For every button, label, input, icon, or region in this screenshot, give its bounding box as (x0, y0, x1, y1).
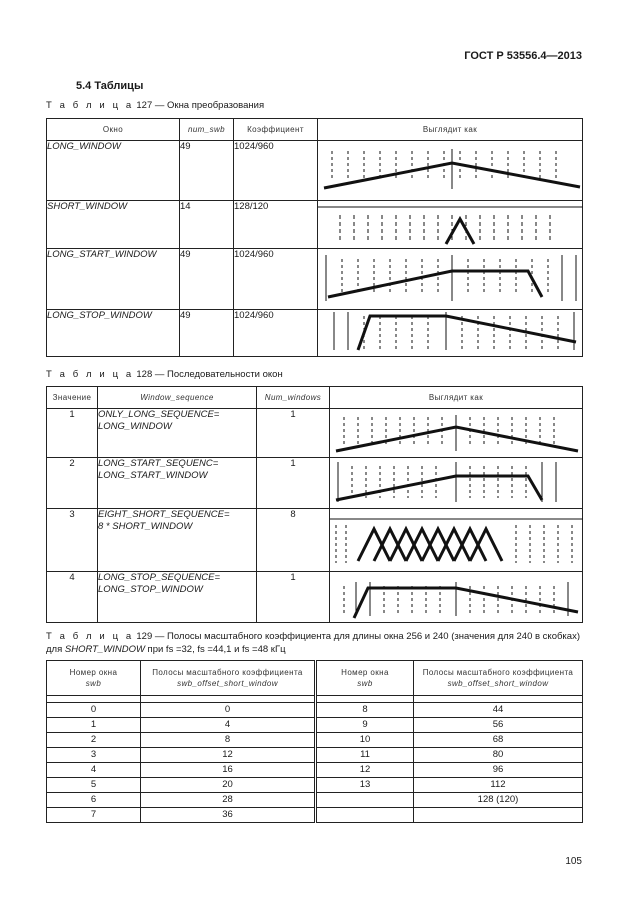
caption-line2-italic: SHORT_WINDOW (64, 644, 145, 655)
coefficient-value: 1024/960 (234, 141, 318, 201)
swb-offset-2: 56 (414, 718, 583, 733)
window-diagram-cell (318, 249, 583, 310)
swb-offset: 28 (141, 793, 316, 808)
table-header-row (47, 387, 583, 409)
swb-offset: 20 (141, 778, 316, 793)
sequence-value: 4 (47, 572, 98, 623)
swb-number-2: 8 (316, 703, 414, 718)
swb-offset-2: 112 (414, 778, 583, 793)
caption-prefix: Т а б л и ц а (46, 100, 134, 111)
window-shape (336, 476, 542, 500)
window-name: LONG_START_WINDOW (47, 249, 180, 310)
caption-line2-post: при fs =32, fs =44,1 и fs =48 кГц (144, 644, 286, 655)
sequence-line1: ONLY_LONG_SEQUENCE= (98, 409, 220, 420)
sequence-name (98, 458, 257, 509)
long-stop-sequence-diagram (330, 572, 583, 622)
table-row (47, 458, 583, 509)
caption-prefix: Т а б л и ц а (46, 369, 134, 380)
header-looks-like: Выглядит как (330, 387, 583, 409)
long-stop-window-diagram (318, 310, 583, 356)
coefficient-value: 1024/960 (234, 310, 318, 357)
table-row (47, 778, 583, 793)
sequence-value: 1 (47, 409, 98, 458)
table-row (47, 249, 583, 310)
sequence-name (98, 572, 257, 623)
sequence-line1: EIGHT_SHORT_SEQUENCE= (98, 509, 230, 520)
sequence-line2: LONG_WINDOW (98, 421, 172, 432)
header-num-windows: Num_windows (257, 387, 330, 409)
table-128 (46, 386, 583, 623)
sequence-line2: LONG_STOP_WINDOW (98, 584, 203, 595)
header-swb-offset-2 (414, 661, 583, 696)
tick-marks (338, 462, 556, 502)
swb-number-2 (316, 793, 414, 808)
long-window-diagram (318, 141, 583, 200)
caption-line2-pre: для (46, 644, 65, 655)
num-windows-value: 1 (257, 458, 330, 509)
sequence-diagram-cell (330, 509, 583, 572)
table-row (47, 763, 583, 778)
header-num-swb: num_swb (180, 119, 234, 141)
section-title: 5.4 Таблицы (76, 80, 144, 92)
swb-number-2: 11 (316, 748, 414, 763)
table-row (47, 808, 583, 823)
num-windows-value: 1 (257, 572, 330, 623)
caption-text: 127 — Окна преобразования (136, 100, 265, 111)
sequence-line2: 8 * SHORT_WINDOW (98, 521, 193, 532)
window-shape (354, 588, 578, 618)
table-row (47, 310, 583, 357)
swb-offset-2: 96 (414, 763, 583, 778)
header-window: Окно (47, 119, 180, 141)
swb-number: 6 (47, 793, 141, 808)
swb-number: 5 (47, 778, 141, 793)
header-swb2-line2: swb (357, 679, 373, 688)
only-long-sequence-diagram (330, 409, 583, 457)
sequence-diagram-cell (330, 572, 583, 623)
swb-number: 0 (47, 703, 141, 718)
swb-number-2: 10 (316, 733, 414, 748)
table-header-row (47, 119, 583, 141)
swb-number: 2 (47, 733, 141, 748)
window-diagram-cell (318, 201, 583, 249)
header-offset-line1: Полосы масштабного коэффициента (152, 668, 303, 677)
swb-offset: 12 (141, 748, 316, 763)
standard-number: ГОСТ Р 53556.4—2013 (464, 50, 582, 62)
swb-offset: 4 (141, 718, 316, 733)
table-128-caption (46, 369, 283, 380)
window-name: LONG_WINDOW (47, 141, 180, 201)
swb-number: 1 (47, 718, 141, 733)
table-row (47, 409, 583, 458)
header-offset2-line2: swb_offset_short_window (447, 679, 549, 688)
swb-offset: 8 (141, 733, 316, 748)
coefficient-value: 128/120 (234, 201, 318, 249)
header-offset2-line1: Полосы масштабного коэффициента (422, 668, 574, 677)
swb-offset: 36 (141, 808, 316, 823)
window-shapes (358, 529, 502, 561)
swb-offset-2: 44 (414, 703, 583, 718)
header-window-sequence: Window_sequence (98, 387, 257, 409)
window-name: SHORT_WINDOW (47, 201, 180, 249)
short-window-diagram (318, 201, 583, 248)
sequence-name (98, 509, 257, 572)
table-127 (46, 118, 583, 357)
table-row (47, 509, 583, 572)
table-row (47, 748, 583, 763)
sequence-value: 3 (47, 509, 98, 572)
header-swb2-line1: Номер окна (341, 668, 389, 677)
window-diagram-cell (318, 310, 583, 357)
caption-text: 129 — Полосы масштабного коэффициента для длины окна 256 и 240 (значения для 240 в скобках) (136, 631, 580, 642)
sequence-line2: LONG_START_WINDOW (98, 470, 208, 481)
caption-line2 (46, 643, 586, 656)
window-name: LONG_STOP_WINDOW (47, 310, 180, 357)
header-coefficient: Коэффициент (234, 119, 318, 141)
table-row (47, 703, 583, 718)
caption-line1 (46, 630, 586, 643)
window-shape (358, 316, 576, 350)
header-swb-offset (141, 661, 316, 696)
eight-short-sequence-diagram (330, 509, 583, 571)
caption-prefix: Т а б л и ц а (46, 631, 134, 642)
window-diagram-cell (318, 141, 583, 201)
table-row (47, 572, 583, 623)
table-row (47, 793, 583, 808)
window-shape (328, 271, 542, 297)
header-value: Значение (47, 387, 98, 409)
num-windows-value: 1 (257, 409, 330, 458)
swb-number-2: 9 (316, 718, 414, 733)
header-looks-like: Выглядит как (318, 119, 583, 141)
swb-offset: 16 (141, 763, 316, 778)
table-row (47, 733, 583, 748)
sequence-diagram-cell (330, 409, 583, 458)
table-127-caption (46, 100, 264, 111)
swb-number-2: 12 (316, 763, 414, 778)
header-swb-line1: Номер окна (69, 668, 118, 677)
num-swb-value: 49 (180, 249, 234, 310)
table-row (47, 718, 583, 733)
num-swb-value: 49 (180, 310, 234, 357)
swb-number: 7 (47, 808, 141, 823)
num-swb-value: 14 (180, 201, 234, 249)
header-swb-2 (316, 661, 414, 696)
window-shape (446, 219, 474, 244)
swb-number: 4 (47, 763, 141, 778)
swb-number: 3 (47, 748, 141, 763)
swb-offset-2: 68 (414, 733, 583, 748)
page-number: 105 (565, 856, 582, 867)
table-129-body (47, 703, 583, 823)
swb-offset-2: 128 (120) (414, 793, 583, 808)
table-129-caption (46, 630, 586, 656)
tick-marks (340, 215, 550, 243)
swb-number-2: 13 (316, 778, 414, 793)
num-swb-value: 49 (180, 141, 234, 201)
spacer-row (47, 696, 583, 703)
swb-offset-2: 80 (414, 748, 583, 763)
header-offset-line2: swb_offset_short_window (177, 679, 278, 688)
sequence-line1: LONG_START_SEQUENC= (98, 458, 219, 469)
sequence-diagram-cell (330, 458, 583, 509)
tick-marks (326, 255, 576, 301)
swb-offset: 0 (141, 703, 316, 718)
swb-number-2 (316, 808, 414, 823)
header-swb-line2: swb (85, 679, 102, 688)
table-header-row (47, 661, 583, 696)
long-start-window-diagram (318, 249, 583, 309)
table-row (47, 201, 583, 249)
header-swb (47, 661, 141, 696)
coefficient-value: 1024/960 (234, 249, 318, 310)
long-start-sequence-diagram (330, 458, 583, 508)
caption-text: 128 — Последовательности окон (136, 369, 283, 380)
sequence-line1: LONG_STOP_SEQUENCE= (98, 572, 221, 583)
table-row (47, 141, 583, 201)
table-129 (46, 660, 583, 823)
sequence-value: 2 (47, 458, 98, 509)
sequence-name (98, 409, 257, 458)
swb-offset-2 (414, 808, 583, 823)
num-windows-value: 8 (257, 509, 330, 572)
